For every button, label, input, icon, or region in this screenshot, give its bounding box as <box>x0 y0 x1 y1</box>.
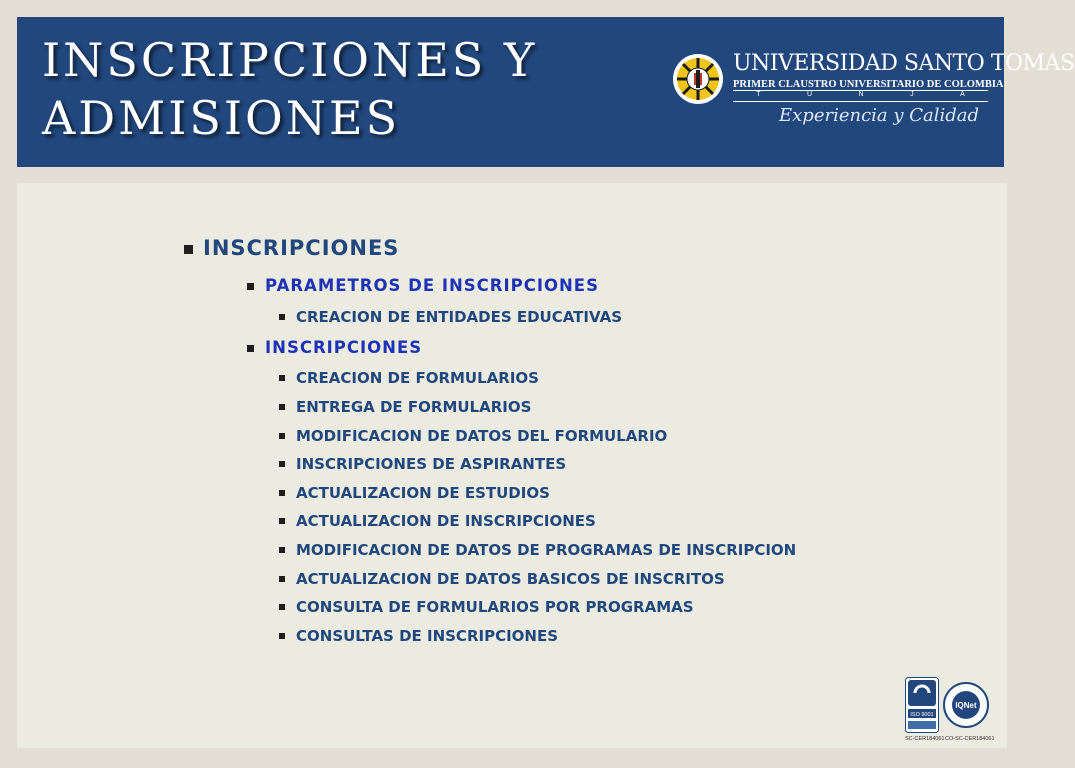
square-bullet-icon <box>247 345 254 352</box>
outline-item-label: ACTUALIZACION DE INSCRIPCIONES <box>296 512 596 530</box>
outline-item <box>279 427 667 445</box>
slide-title <box>42 31 537 147</box>
outline-group <box>247 338 422 357</box>
outline-item-label: CONSULTAS DE INSCRIPCIONES <box>296 627 559 645</box>
outline-item <box>279 308 622 326</box>
outline-item-label: ACTUALIZACION DE DATOS BASICOS DE INSCRITOS <box>296 570 725 588</box>
outline-item <box>279 541 796 559</box>
outline-item-label: CONSULTA DE FORMULARIOS POR PROGRAMAS <box>296 598 694 616</box>
outline-item <box>279 455 566 473</box>
university-tagline: Experiencia y Calidad <box>779 105 980 126</box>
square-bullet-icon <box>279 404 285 410</box>
outline-item <box>279 598 694 616</box>
outline-item <box>279 512 596 530</box>
logo-divider <box>733 101 988 102</box>
menu-outline <box>17 183 1007 748</box>
university-city <box>733 91 988 98</box>
square-bullet-icon <box>279 461 285 467</box>
outline-section-label: INSCRIPCIONES <box>203 236 400 260</box>
square-bullet-icon <box>247 283 254 290</box>
outline-item <box>279 369 539 387</box>
outline-item <box>279 484 550 502</box>
square-bullet-icon <box>279 518 285 524</box>
square-bullet-icon <box>279 314 285 320</box>
square-bullet-icon <box>279 604 285 610</box>
title-line-1: INSCRIPCIONES Y <box>42 33 538 87</box>
outline-item-label: MODIFICACION DE DATOS DE PROGRAMAS DE INSCRIPCION <box>296 541 797 559</box>
slide-header <box>17 17 1075 167</box>
university-subtitle: PRIMER CLAUSTRO UNIVERSITARIO DE COLOMBIA <box>733 79 1004 90</box>
outline-group-label: INSCRIPCIONES <box>265 338 423 357</box>
outline-item-label: ACTUALIZACION DE ESTUDIOS <box>296 484 550 502</box>
square-bullet-icon <box>279 633 285 639</box>
slide-content <box>17 183 1007 748</box>
iqnet-certificate-code: CO-SC-CER184061 <box>945 736 995 742</box>
outline-item-label: MODIFICACION DE DATOS DEL FORMULARIO <box>296 427 668 445</box>
city-letter: U <box>807 91 813 98</box>
square-bullet-icon <box>279 433 285 439</box>
university-name: UNIVERSIDAD SANTO TOMAS <box>733 51 1075 76</box>
outline-item <box>279 627 558 645</box>
city-letter: T <box>756 91 761 98</box>
outline-item-label: INSCRIPCIONES DE ASPIRANTES <box>296 455 567 473</box>
outline-item-label: CREACION DE ENTIDADES EDUCATIVAS <box>296 308 622 326</box>
title-line-2: ADMISIONES <box>42 91 401 145</box>
square-bullet-icon <box>184 245 193 254</box>
icontec-certification-icon <box>905 677 939 733</box>
icontec-mark-text: ISO 9001 <box>910 712 934 718</box>
iqnet-certification-icon <box>943 682 989 728</box>
square-bullet-icon <box>279 576 285 582</box>
icontec-certificate-code: SC-CER184061 <box>905 736 945 742</box>
outline-item <box>279 570 725 588</box>
university-seal-icon <box>672 53 724 105</box>
outline-item-label: CREACION DE FORMULARIOS <box>296 369 539 387</box>
square-bullet-icon <box>279 375 285 381</box>
outline-item <box>279 398 531 416</box>
city-letter: A <box>960 91 965 98</box>
certification-logos <box>905 677 995 747</box>
outline-group <box>247 276 599 295</box>
outline-item-label: ENTREGA DE FORMULARIOS <box>296 398 532 416</box>
city-letter: J <box>910 91 914 98</box>
square-bullet-icon <box>279 490 285 496</box>
university-logo <box>672 49 1075 139</box>
iqnet-mark-text: IQNet <box>955 701 977 710</box>
outline-group-label: PARAMETROS DE INSCRIPCIONES <box>265 276 599 295</box>
square-bullet-icon <box>279 547 285 553</box>
city-letter: N <box>858 91 864 98</box>
outline-section <box>184 236 399 260</box>
